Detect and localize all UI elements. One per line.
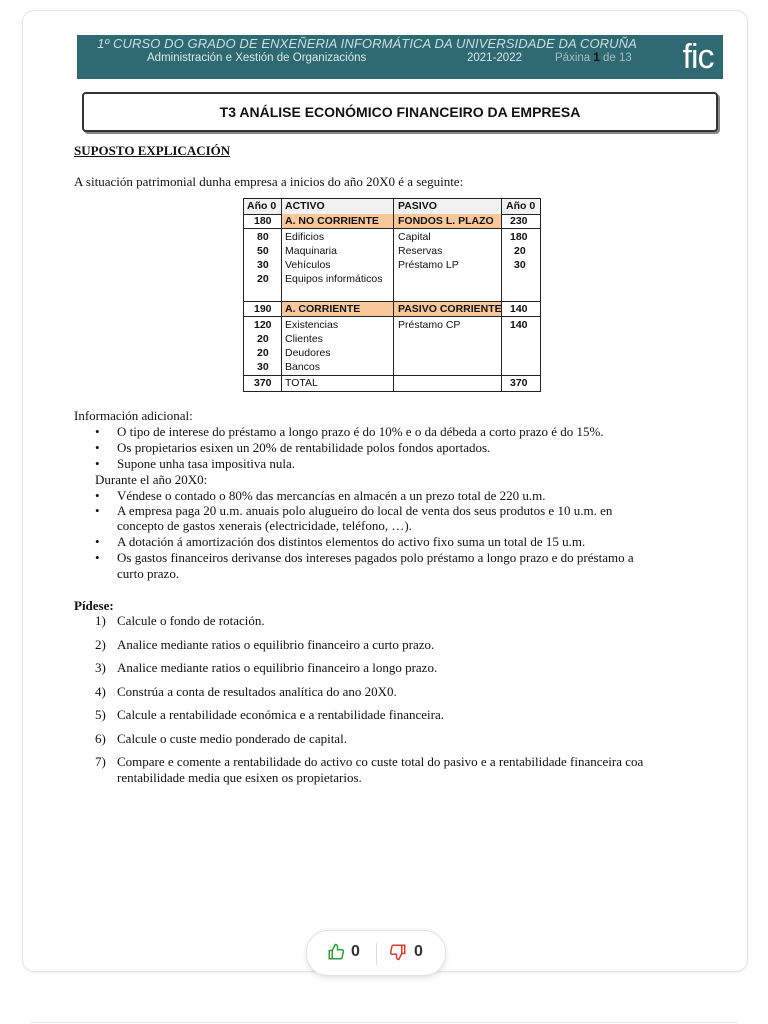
header-cell: PASIVO bbox=[398, 200, 437, 212]
pc-total: 140 bbox=[510, 303, 528, 315]
c-value: 20 bbox=[257, 333, 269, 345]
document-title bbox=[82, 92, 718, 132]
fondos-value: 180 bbox=[510, 231, 528, 243]
bullet: • bbox=[95, 424, 100, 439]
nc-value: 30 bbox=[257, 259, 269, 271]
total-right: 370 bbox=[510, 377, 528, 389]
table-divider bbox=[244, 228, 540, 229]
fondos-item: Reservas bbox=[398, 245, 443, 257]
page-current: 1 bbox=[593, 52, 600, 64]
question-text: Constrúa a conta de resultados analítica do ano 20X0. bbox=[117, 684, 397, 699]
header-cell: ACTIVO bbox=[285, 200, 325, 212]
c-item: Deudores bbox=[285, 347, 331, 359]
fondos-value: 30 bbox=[514, 259, 526, 271]
nc-label: A. NO CORRIENTE bbox=[285, 215, 379, 227]
during-item: A dotación á amortización dos distintos elementos do activo fixo suma un total de 15 u.m. bbox=[117, 534, 586, 549]
question-number: 4) bbox=[95, 684, 106, 699]
document-header bbox=[77, 35, 723, 79]
pc-item: Préstamo CP bbox=[398, 319, 461, 331]
question-text: Calcule o custe medio ponderado de capital. bbox=[117, 731, 347, 746]
intro-text: A situación patrimonial dunha empresa a inicios do año 20X0 é a seguinte: bbox=[74, 174, 464, 189]
bullet: • bbox=[95, 503, 100, 518]
question-text: Compare e comente a rentabilidade do activo co custe total do pasivo e a rentabilidade financeira coa bbox=[117, 754, 644, 769]
nc-item: Equipos informáticos bbox=[285, 273, 383, 285]
fondos-total: 230 bbox=[510, 215, 528, 227]
during-item-continued: concepto de gastos xenerais (electricidade, teléfono, …). bbox=[117, 518, 412, 533]
rating-widget bbox=[306, 930, 446, 976]
nc-total: 180 bbox=[254, 215, 272, 227]
fondos-value: 20 bbox=[514, 245, 526, 257]
c-item: Bancos bbox=[285, 361, 321, 373]
question-text-continued: rentabilidade media que esixen os propietarios. bbox=[117, 770, 362, 785]
dislike-count: 0 bbox=[414, 943, 423, 960]
table-divider bbox=[244, 316, 540, 317]
fondos-item: Préstamo LP bbox=[398, 259, 459, 271]
header-title: 1º CURSO DO GRADO DE ENXEÑERIA INFORMÁTICA DA UNIVERSIDADE DA CORUÑA bbox=[97, 36, 637, 51]
during-title: Durante el año 20X0: bbox=[95, 472, 208, 487]
nc-item: Edificios bbox=[285, 231, 325, 243]
pc-value: 140 bbox=[510, 319, 528, 331]
info-item: Supone unha tasa impositiva nula. bbox=[117, 456, 296, 471]
c-item: Clientes bbox=[285, 333, 323, 345]
nc-value: 50 bbox=[257, 245, 269, 257]
thumbs-down-icon[interactable] bbox=[389, 943, 407, 966]
during-item: Os gastos financeiros derivanse dos intereses pagados polo préstamo a longo prazo e do préstamo a bbox=[117, 550, 634, 565]
header-page-number bbox=[555, 52, 632, 64]
total-label: TOTAL bbox=[285, 377, 318, 389]
footer-divider bbox=[30, 1022, 738, 1023]
total-left: 370 bbox=[254, 377, 272, 389]
question-text: Calcule a rentabilidade económica e a rentabilidade financeira. bbox=[117, 707, 444, 722]
header-cell: Año 0 bbox=[506, 200, 536, 212]
nc-value: 80 bbox=[257, 231, 269, 243]
pidese-title: Pídese: bbox=[74, 598, 114, 613]
info-title: Información adicional: bbox=[74, 408, 193, 423]
pc-label: PASIVO CORRIENTE bbox=[398, 303, 502, 315]
question-number: 3) bbox=[95, 660, 106, 675]
rating-divider bbox=[376, 943, 377, 965]
c-label: A. CORRIENTE bbox=[285, 303, 361, 315]
during-item: Véndese o contado o 80% das mercancías en almacén a un prezo total de 220 u.m. bbox=[117, 488, 546, 503]
question-text: Analice mediante ratios o equilibrio financeiro a longo prazo. bbox=[117, 660, 438, 675]
during-item-continued: curto prazo. bbox=[117, 566, 180, 581]
bullet: • bbox=[95, 488, 100, 503]
info-item: Os propietarios esixen un 20% de rentabilidade polos fondos aportados. bbox=[117, 440, 491, 455]
question-number: 7) bbox=[95, 754, 106, 769]
bullet: • bbox=[95, 440, 100, 455]
bullet: • bbox=[95, 534, 100, 549]
header-year: 2021-2022 bbox=[467, 52, 522, 64]
fic-logo: fic bbox=[682, 38, 714, 76]
fondos-item: Capital bbox=[398, 231, 431, 243]
page-suffix: de 13 bbox=[599, 52, 632, 64]
section-title: SUPOSTO EXPLICACIÓN bbox=[74, 143, 231, 158]
fondos-label: FONDOS L. PLAZO bbox=[398, 215, 494, 227]
c-value: 20 bbox=[257, 347, 269, 359]
table-column-line bbox=[393, 199, 394, 391]
balance-sheet-table bbox=[243, 198, 541, 392]
nc-item: Maquinaria bbox=[285, 245, 337, 257]
header-subject: Administración e Xestión de Organizacións bbox=[147, 52, 367, 64]
c-total: 190 bbox=[254, 303, 272, 315]
nc-item: Vehículos bbox=[285, 259, 331, 271]
c-value: 30 bbox=[257, 361, 269, 373]
c-value: 120 bbox=[254, 319, 272, 331]
bullet: • bbox=[95, 550, 100, 565]
table-column-line bbox=[501, 199, 502, 391]
question-number: 1) bbox=[95, 613, 106, 628]
page-prefix: Páxina bbox=[555, 52, 594, 64]
thumbs-up-icon[interactable] bbox=[327, 943, 345, 966]
question-number: 6) bbox=[95, 731, 106, 746]
like-count: 0 bbox=[351, 943, 360, 960]
nc-value: 20 bbox=[257, 273, 269, 285]
question-number: 2) bbox=[95, 637, 106, 652]
table-column-line bbox=[281, 199, 282, 391]
c-item: Existencias bbox=[285, 319, 339, 331]
question-text: Calcule o fondo de rotación. bbox=[117, 613, 265, 628]
question-number: 5) bbox=[95, 707, 106, 722]
info-item: O tipo de interese do préstamo a longo prazo é do 10% e o da débeda a corto prazo é do 15%. bbox=[117, 424, 604, 439]
document-title-text: T3 ANÁLISE ECONÓMICO FINANCEIRO DA EMPRESA bbox=[219, 104, 581, 120]
bullet: • bbox=[95, 456, 100, 471]
header-cell: Año 0 bbox=[247, 200, 277, 212]
during-item: A empresa paga 20 u.m. anuais polo alugueiro do local de venta dos seus produtos e 10 u.m. en bbox=[117, 503, 613, 518]
question-text: Analice mediante ratios o equilibrio financeiro a curto prazo. bbox=[117, 637, 435, 652]
